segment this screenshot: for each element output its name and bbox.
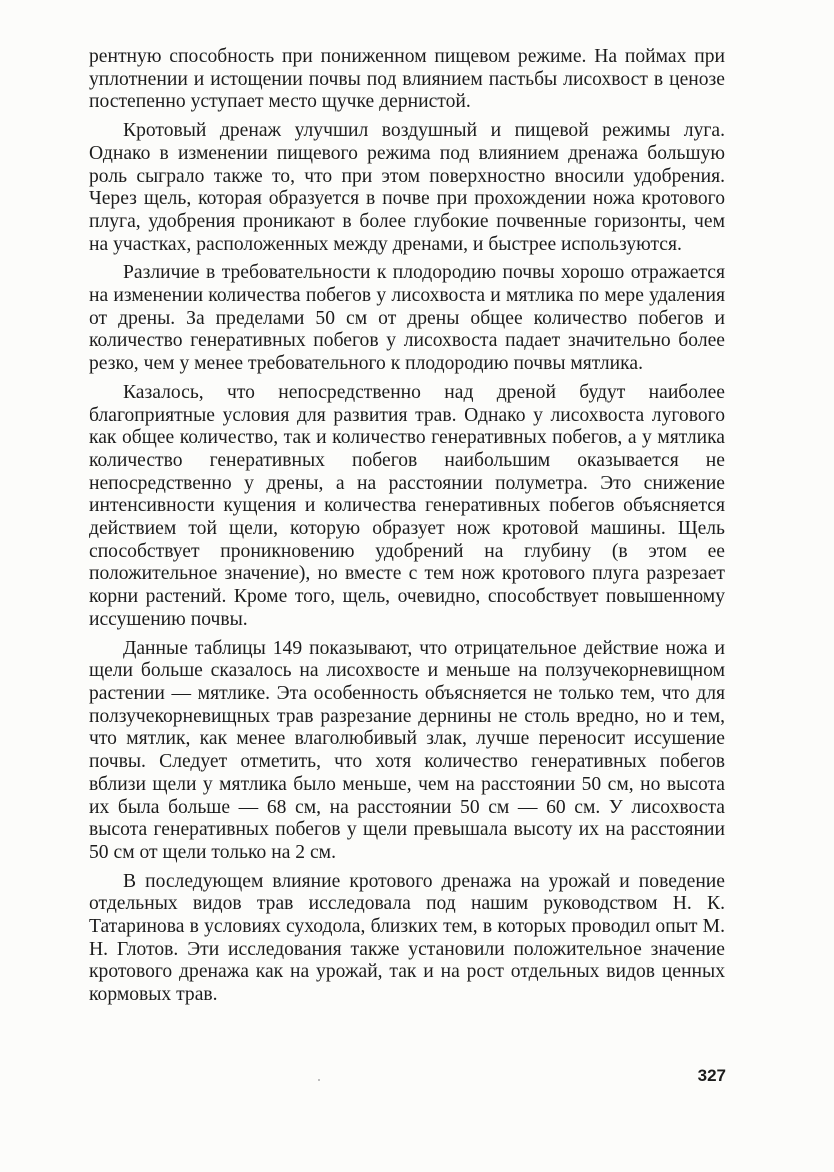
body-text bbox=[89, 46, 725, 1013]
paragraph-slit-effect: Казалось, что непосредственно над дреной будут наиболее благоприятные условия для развития трав. Однако у лисохвоста лугового как общее количество, так и количество генеративных побегов, а у мятлика количество генеративных побегов наибольшим оказывается не непосредственно у дрены, а на расстоянии полуметра. Это снижение интенсивности кущения и количества генеративных побегов объясняется действием той щели, которую образует нож кротовой машины. Щель способствует проникновению удобрений на глубину (в этом ее положительное значение), но вместе с тем нож кротового плуга разрезает корни растений. Кроме того, щель, очевидно, способствует повышенному иссушению почвы. bbox=[89, 381, 725, 630]
paragraph-fertility-difference: Различие в требовательности к плодородию почвы хорошо отражается на изменении количества побегов у лисохвоста и мятлика по мере удаления от дрены. За пределами 50 см от дрены общее количество побегов и количество генеративных побегов у лисохвоста падает значительно более резко, чем у менее требовательного к плодородию почвы мятлика. bbox=[89, 262, 725, 375]
paragraph-continuation: рентную способность при пониженном пищевом режиме. На поймах при уплотнении и истощении почвы под влиянием пастьбы лисохвост в ценозе постепенно уступает место щучке дернистой. bbox=[89, 46, 725, 113]
paragraph-mole-drainage: Кротовый дренаж улучшил воздушный и пищевой режимы луга. Однако в изменении пищевого режима под влиянием дренажа большую роль сыграло также то, что при этом поверхностно вносили удобрения. Через щель, которая образуется в почве при прохождении ножа кротового плуга, удобрения проникают в более глубокие почвенные горизонты, чем на участках, расположенных между дренами, и быстрее используются. bbox=[89, 120, 725, 255]
print-speck bbox=[318, 1079, 320, 1081]
paragraph-table-149: Данные таблицы 149 показывают, что отрицательное действие ножа и щели больше сказалось на лисохвосте и меньше на ползучекорневищном растении — мятлике. Эта особенность объясняется не только тем, что для ползучекорневищных трав разрезание дернины не столь вредно, но и тем, что мятлик, как менее влаголюбивый злак, лучше переносит иссушение почвы. Следует отметить, что хотя количество генеративных побегов вблизи щели у мятлика было меньше, чем на расстоянии 50 см, но высота их была больше — 68 см, на расстоянии 50 см — 60 см. У лисохвоста высота генеративных побегов у щели превышала высоту их на расстоянии 50 см от щели только на 2 см. bbox=[89, 637, 725, 863]
page-number: 327 bbox=[697, 1066, 726, 1085]
paragraph-further-research: В последующем влияние кротового дренажа на урожай и поведение отдельных видов трав исследовала под нашим руководством Н. К. Татаринова в условиях суходола, близких тем, в которых проводил опыт М. Н. Глотов. Эти исследования также установили положительное значение кротового дренажа как на урожай, так и на рост отдельных видов ценных кормовых трав. bbox=[89, 870, 725, 1006]
